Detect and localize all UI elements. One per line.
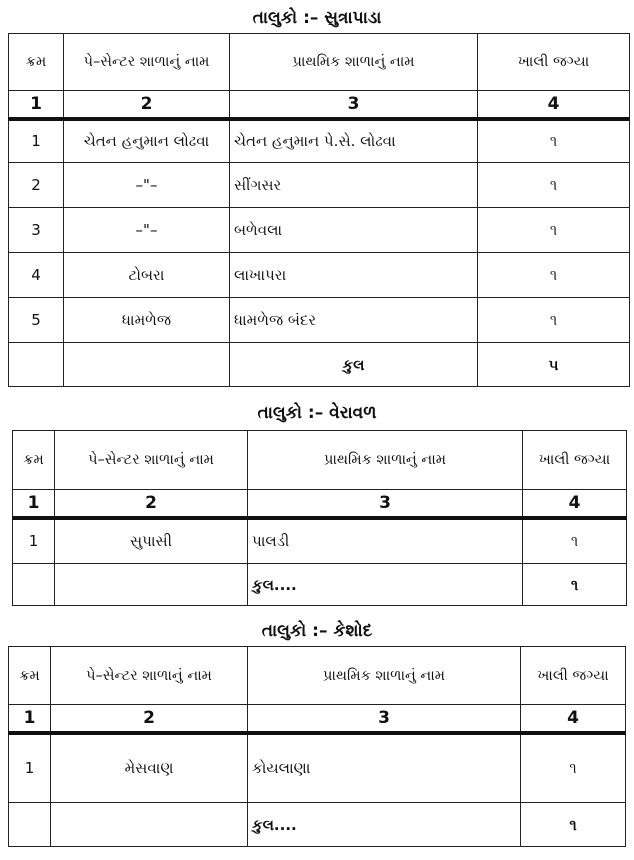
row-sr: 1 — [9, 119, 64, 163]
section-3-table — [8, 646, 626, 847]
col-number: 3 — [230, 91, 478, 119]
table-row — [9, 163, 630, 208]
header-center-school: પે–સેન્ટર શાળાનું નામ — [64, 34, 230, 91]
row-vacancy: ૧ — [478, 253, 630, 298]
col-number: 1 — [9, 91, 64, 119]
row-primary-school: સીંગસર — [230, 163, 478, 208]
total-row — [13, 564, 627, 606]
row-center-school: મેસવાણ — [51, 733, 248, 803]
table-row — [9, 253, 630, 298]
row-sr: 2 — [9, 163, 64, 208]
row-primary-school: લાખાપરા — [230, 253, 478, 298]
header-primary-school: પ્રાથમિક શાળાનું નામ — [248, 431, 523, 490]
header-sr: ક્રમ — [9, 647, 51, 705]
total-value: ૧ — [523, 564, 627, 606]
header-primary-school: પ્રાથમિક શાળાનું નામ — [230, 34, 478, 91]
total-label: કુલ.... — [248, 803, 521, 847]
col-number: 1 — [9, 705, 51, 733]
header-vacancy: ખાલી જગ્યા — [521, 647, 626, 705]
row-center-school: –"– — [64, 208, 230, 253]
table-row — [9, 733, 626, 803]
column-number-row — [9, 91, 630, 119]
total-value: ૧ — [521, 803, 626, 847]
col-number: 3 — [248, 705, 521, 733]
col-number: 4 — [478, 91, 630, 119]
row-vacancy: ૧ — [478, 119, 630, 163]
header-center-school: પે–સેન્ટર શાળાનું નામ — [51, 647, 248, 705]
row-primary-school: ધામળેજ બંદર — [230, 298, 478, 343]
row-vacancy: ૧ — [523, 518, 627, 564]
section-1-title: તાલુકો :– સુત્રાપાડા — [252, 8, 382, 28]
header-primary-school: પ્રાથમિક શાળાનું નામ — [248, 647, 521, 705]
col-number: 4 — [521, 705, 626, 733]
header-row — [9, 647, 626, 705]
header-sr: ક્રમ — [9, 34, 64, 91]
column-number-row — [13, 490, 627, 518]
section-2-table — [12, 430, 627, 606]
total-row — [9, 343, 630, 387]
header-vacancy: ખાલી જગ્યા — [523, 431, 627, 490]
row-sr: 4 — [9, 253, 64, 298]
row-vacancy: ૧ — [521, 733, 626, 803]
total-label: કુલ — [230, 343, 478, 387]
row-vacancy: ૧ — [478, 163, 630, 208]
col-number: 2 — [55, 490, 248, 518]
table-row — [9, 298, 630, 343]
column-number-row — [9, 705, 626, 733]
row-sr: 5 — [9, 298, 64, 343]
row-sr: 1 — [9, 733, 51, 803]
header-row — [13, 431, 627, 490]
section-2-title: તાલુકો :– વેરાવળ — [257, 403, 377, 423]
total-label: કુલ.... — [248, 564, 523, 606]
section-1-table — [8, 33, 630, 387]
row-sr: 3 — [9, 208, 64, 253]
header-center-school: પે–સેન્ટર શાળાનું નામ — [55, 431, 248, 490]
row-primary-school: ચેતન હનુમાન પે.સે. લોઢવા — [230, 119, 478, 163]
col-number: 2 — [64, 91, 230, 119]
header-vacancy: ખાલી જગ્યા — [478, 34, 630, 91]
row-primary-school: કોયલાણા — [248, 733, 521, 803]
row-center-school: ધામળેજ — [64, 298, 230, 343]
row-sr: 1 — [13, 518, 55, 564]
row-primary-school: પાલડી — [248, 518, 523, 564]
header-sr: ક્રમ — [13, 431, 55, 490]
row-center-school: ચેતન હનુમાન લોઢવા — [64, 119, 230, 163]
table-row — [9, 119, 630, 163]
col-number: 2 — [51, 705, 248, 733]
row-vacancy: ૧ — [478, 298, 630, 343]
col-number: 3 — [248, 490, 523, 518]
total-row — [9, 803, 626, 847]
col-number: 4 — [523, 490, 627, 518]
section-3-title: તાલુકો :– કેશોદ — [261, 621, 373, 641]
row-primary-school: બળેવલા — [230, 208, 478, 253]
header-row — [9, 34, 630, 91]
col-number: 1 — [13, 490, 55, 518]
total-value: ૫ — [478, 343, 630, 387]
row-center-school: ટોબરા — [64, 253, 230, 298]
table-row — [9, 208, 630, 253]
row-center-school: સુપાસી — [55, 518, 248, 564]
row-vacancy: ૧ — [478, 208, 630, 253]
table-row — [13, 518, 627, 564]
row-center-school: –"– — [64, 163, 230, 208]
